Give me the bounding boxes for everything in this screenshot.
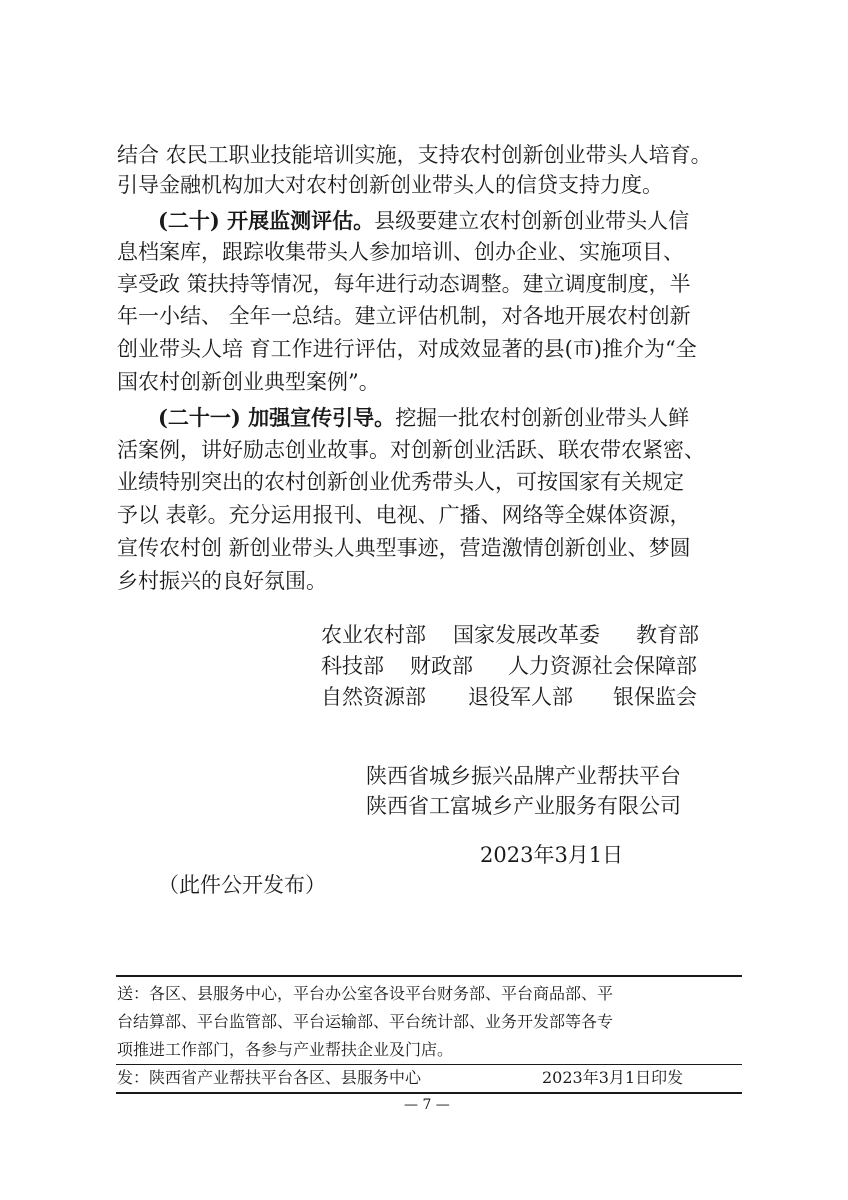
footer-top-rule (116, 975, 742, 977)
footer-bottom-rule (116, 1092, 742, 1094)
body-line: 息档案库，跟踪收集带头人参加培训、创办企业、实施项目、 (117, 240, 684, 264)
body-text: 县级要建立农村创新创业带头人信 (374, 209, 690, 233)
ministry: 科技部 (321, 654, 384, 678)
issue-date: 2023年3月1日 (480, 843, 624, 867)
body-text: 挖掘一批农村创新创业带头人鲜 (395, 406, 690, 430)
body-line: 宣传农村创 新创业带头人典型事迹，营造激情创新创业、梦圆 (117, 536, 691, 560)
body-line: 业绩特别突出的农村创新创业优秀带头人，可按国家有关规定 (117, 470, 684, 494)
section-heading: (二十) 开展监测评估。 (158, 208, 375, 233)
issuer: 陕西省城乡振兴品牌产业帮扶平台 (366, 764, 681, 788)
body-line: 年一小结、 全年一总结。建立评估机制，对各地开展农村创新 (117, 304, 691, 328)
body-line: 国农村创新创业典型案例”。 (117, 370, 380, 394)
body-line: 创业带头人培 育工作进行评估，对成效显著的县(市)推介为“全 (117, 337, 697, 361)
public-note: （此件公开发布） (158, 873, 326, 897)
ministry: 国家发展改革委 (453, 623, 600, 647)
body-line: 乡村振兴的良好氛围。 (117, 569, 327, 593)
ministry: 退役军人部 (468, 685, 573, 709)
ministry: 自然资源部 (321, 685, 426, 709)
page-number: — 7 — (404, 1097, 450, 1113)
body-line: 予以 表彰。充分运用报刊、电视、广播、网络等全媒体资源， (117, 503, 691, 527)
send-line: 送：各区、县服务中心，平台办公室各设平台财务部、平台商品部、平 (117, 984, 614, 1003)
body-line: 引导金融机构加大对农村创新创业带头人的信贷支持力度。 (117, 173, 663, 197)
ministry: 财政部 (410, 654, 473, 678)
issue-from: 发：陕西省产业帮扶平台各区、县服务中心 (117, 1068, 422, 1087)
ministry: 教育部 (636, 623, 699, 647)
section-21-first-line (158, 407, 689, 429)
body-line: 活案例，讲好励志创业故事。对创新创业活跃、联农带农紧密、 (117, 438, 705, 462)
send-line: 台结算部、平台监管部、平台运输部、平台统计部、业务开发部等各专 (117, 1012, 614, 1031)
send-line: 项推进工作部门，各参与产业帮扶企业及门店。 (117, 1040, 454, 1059)
ministry: 农业农村部 (321, 623, 426, 647)
issuer: 陕西省工富城乡产业服务有限公司 (366, 794, 681, 818)
section-heading: (二十一) 加强宣传引导。 (158, 405, 396, 430)
body-line: 结合 农民工职业技能培训实施，支持农村创新创业带头人培育。 (117, 143, 712, 167)
print-date: 2023年3月1日印发 (542, 1068, 684, 1087)
ministry: 人力资源社会保障部 (508, 654, 697, 678)
footer-mid-rule (116, 1064, 742, 1065)
body-line: 享受政 策扶持等情况，每年进行动态调整。建立调度制度，半 (117, 272, 691, 296)
ministry: 银保监会 (613, 685, 697, 709)
section-20-first-line (158, 210, 689, 232)
